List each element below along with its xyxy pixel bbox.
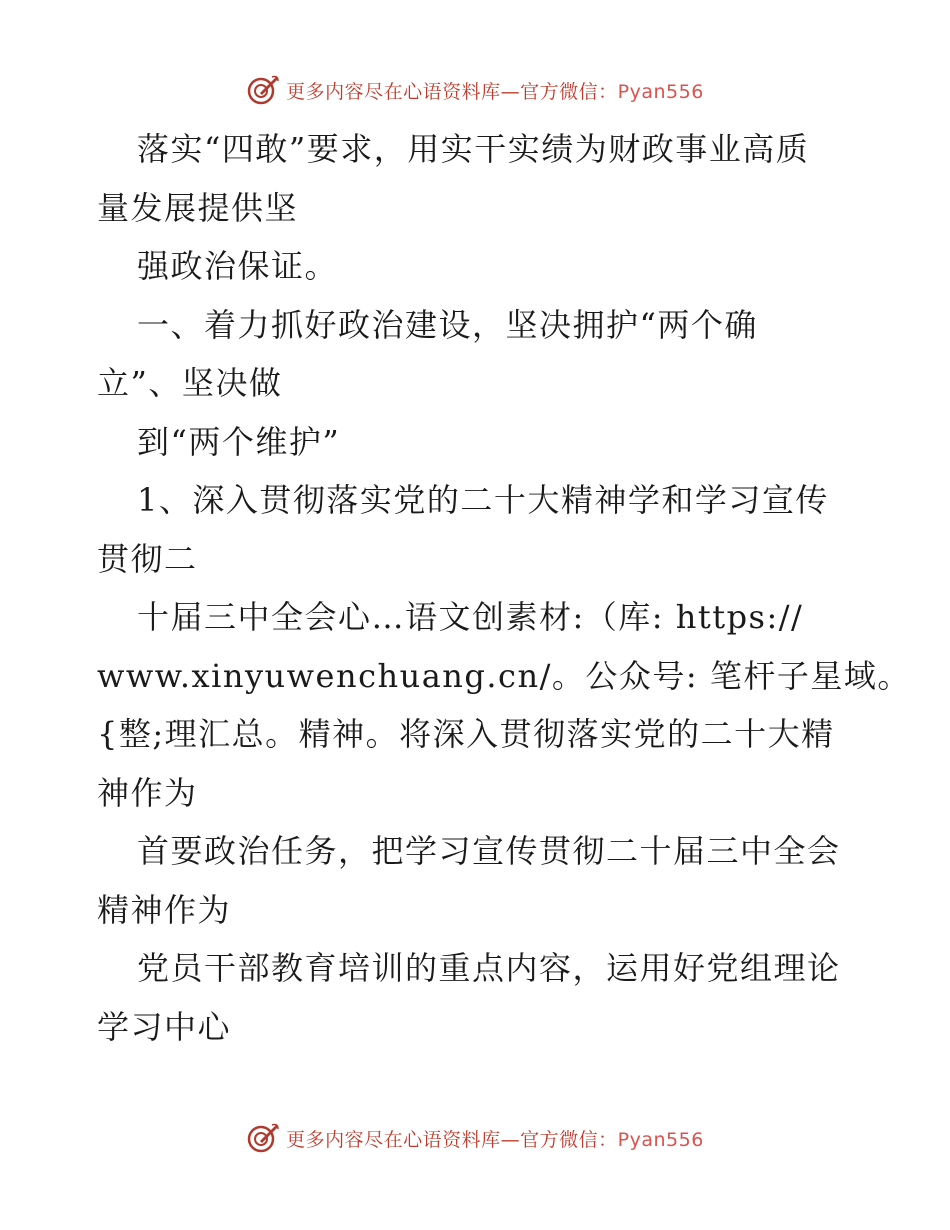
body-line: 首要政治任务，把学习宣传贯彻二十届三中全会 [137, 832, 841, 870]
header-banner-text: 更多内容尽在心语资料库—官方微信：Pyan556 [286, 80, 704, 103]
quill-logo-icon [246, 1121, 280, 1155]
quill-logo-icon [246, 73, 280, 107]
body-line: 党员干部教育培训的重点内容，运用好党组理论 [137, 949, 841, 987]
body-line: 落实“四敢”要求，用实干实绩为财政事业高质 [137, 130, 810, 168]
body-line: 强政治保证。 [137, 247, 339, 285]
body-line: 1、深入贯彻落实党的二十大精神学和学习宣传 [137, 481, 829, 519]
body-line: 量发展提供坚 [97, 188, 299, 227]
header-wechat-id: Pyan556 [617, 80, 704, 103]
body-line: 贯彻二 [97, 539, 198, 578]
body-line: 立”、坚决做 [97, 364, 283, 402]
document-body [97, 120, 911, 1056]
footer-banner-text: 更多内容尽在心语资料库—官方微信：Pyan556 [286, 1128, 704, 1151]
footer-banner [0, 1118, 950, 1158]
body-line: 神作为 [97, 773, 198, 812]
header-banner [0, 70, 950, 110]
body-line: 十届三中全会心…语文创素材:（库: https:// [137, 598, 804, 636]
body-line: 一、着力抓好政治建设，坚决拥护“两个确 [137, 305, 758, 344]
body-line: 精神作为 [97, 890, 232, 929]
footer-wechat-id: Pyan556 [617, 1128, 704, 1151]
body-line: 学习中心 [97, 1007, 232, 1046]
body-line: www.xinyuwenchuang.cn/。公众号: 笔杆子星域。 [97, 656, 911, 695]
body-line: 到“两个维护” [137, 422, 341, 461]
body-line: {整;理汇总。精神。将深入贯彻落实党的二十大精 [97, 715, 835, 753]
